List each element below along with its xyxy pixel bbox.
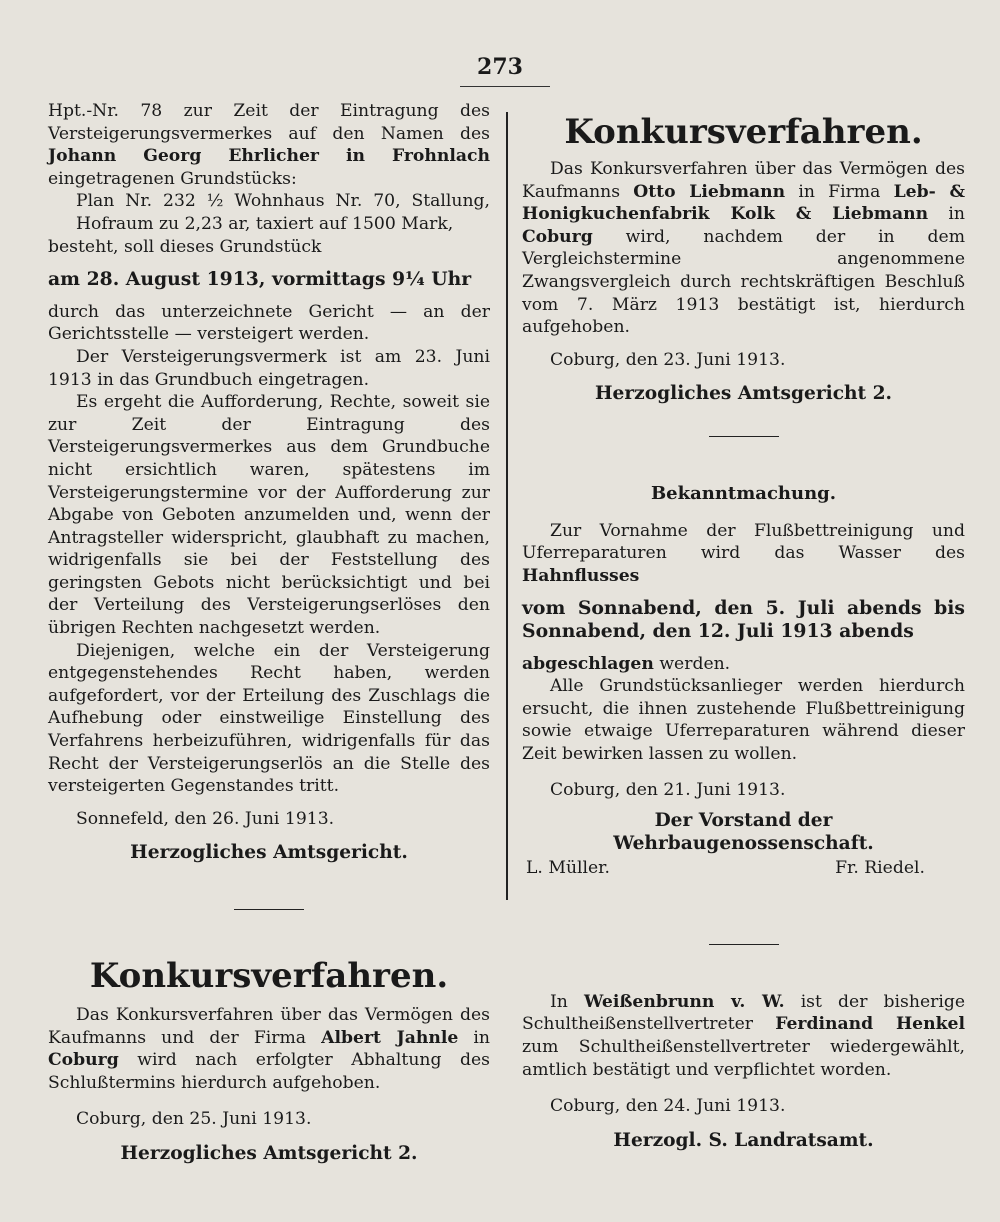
signatory-mueller: L. Müller. <box>526 858 610 879</box>
landowner-request: Alle Grundstücksanlieger werden hierdurch ersucht, die ihnen zustehende Flußbettreinigung sowie etwaige Uferreparaturen während dieser Zeit bewirken lassen zu wollen. <box>522 676 965 764</box>
merchant-name: Otto Liebmann <box>633 181 786 202</box>
date-coburg-21: Coburg, den 21. Juni 1913. <box>550 780 786 801</box>
signatory-riedel: Fr. Riedel. <box>835 858 925 879</box>
registration-note: Der Versteigerungsvermerk ist am 23. Juni 1913 in das Grundbuch eingetragen. <box>48 346 490 390</box>
auction-location: durch das unterzeichnete Gericht — an der Gerichtsstelle — versteigert werden. <box>48 301 490 345</box>
auction-date: am 28. August 1913, vormittags 9¼ Uhr <box>48 268 472 291</box>
person-name: Ferdinand Henkel <box>775 1014 965 1035</box>
signatories <box>522 857 965 880</box>
page-number: 273 <box>477 54 523 80</box>
section-rule <box>709 436 779 437</box>
section-rule <box>234 909 304 910</box>
konkurs-jahnle-text: Das Konkursverfahren über das Vermögen des Kaufmanns und der Firma Albert Jahnle in Coburg wird nach erfolgter Abhaltung des Schlußtermins hierdurch aufgehoben. <box>48 1005 490 1093</box>
property-description: Plan Nr. 232 ½ Wohnhaus Nr. 70, Stallung, Hofraum zu 2,23 ar, taxiert auf 1500 Mark, <box>76 191 490 234</box>
firm-name: Leb- & Honigkuchenfabrik Kolk & Liebmann <box>522 181 965 225</box>
auction-intro: Hpt.-Nr. 78 zur Zeit der Eintragung des Versteigerungsvermerkes auf den Namen des Johann Georg Ehrlicher in Frohnlach eingetragenen Grundstücks: <box>48 101 490 189</box>
river-notice: Zur Vornahme der Flußbettreinigung und Uferreparaturen wird das Wasser des Hahnflusses <box>522 520 965 586</box>
property-clause: besteht, soll dieses Grundstück <box>48 236 322 257</box>
heading-bekanntmachung: Bekanntmachung. <box>650 482 837 504</box>
right-column <box>522 100 965 1164</box>
closure-period: vom Sonnabend, den 5. Juli abends bis Sonnabend, den 12. Juli 1913 abends <box>522 597 965 642</box>
signature-wehrbaugenossenschaft: Der Vorstand der Wehrbaugenossenschaft. <box>613 810 874 854</box>
objection-notice: Diejenigen, welche ein der Versteigerung entgegenstehendes Recht haben, werden aufgefordert, vor der Erteilung des Zuschlags die Aufhebung oder einstweilige Einstellung des Verfahrens herbeizuführen, widrigenfalls für das Recht der Versteigerungserlös an die Stelle des versteigerten Gegenstandes tritt. <box>48 640 490 797</box>
date-coburg-25: Coburg, den 25. Juni 1913. <box>76 1109 312 1130</box>
firm-name: Albert Jahnle <box>321 1027 459 1048</box>
heading-konkurs-left: Konkursverfahren. <box>89 956 449 996</box>
signature-amtsgericht-2: Herzogliches Amtsgericht 2. <box>120 1142 418 1164</box>
signature-amtsgericht: Herzogliches Amtsgericht. <box>130 842 408 864</box>
date-coburg-23: Coburg, den 23. Juni 1913. <box>550 349 786 370</box>
place-name: Weißenbrunn v. W. <box>584 991 785 1012</box>
city-name: Coburg <box>522 226 593 247</box>
signature-landratsamt: Herzogl. S. Landratsamt. <box>613 1129 874 1151</box>
heading-konkurs-right: Konkursverfahren. <box>564 112 923 152</box>
date-coburg-24: Coburg, den 24. Juni 1913. <box>550 1096 786 1117</box>
closure-statement: abgeschlagen werden. <box>522 653 731 674</box>
date-sonnefeld: Sonnefeld, den 26. Juni 1913. <box>76 808 335 829</box>
konkurs-liebmann-text: Das Konkursverfahren über das Vermögen des Kaufmanns Otto Liebmann in Firma Leb- & Honigkuchenfabrik Kolk & Liebmann in Coburg wird, nachdem der in dem Vergleichstermine angenommene Zwangsvergleich durch rechtskräftigen Beschluß vom 7. März 1913 bestätigt ist, hierdurch aufgehoben. <box>522 159 965 338</box>
claims-notice: Es ergeht die Aufforderung, Rechte, soweit sie zur Zeit der Eintragung des Versteigerungsvermerkes aus dem Grundbuche nicht ersichtlich waren, spätestens im Versteigerungstermine vor der Aufforderung zur Abgabe von Geboten anzumelden und, wenn der Antragsteller widerspricht, glaubhaft zu machen, widrigenfalls sie bei der Feststellung des geringsten Gebots nicht berücksichtigt und bei der Verteilung des Versteigerungserlöses den übrigen Rechten nachgesetzt werden. <box>48 392 490 639</box>
section-rule <box>709 944 779 945</box>
page-number-rule <box>460 86 550 87</box>
election-notice: In Weißenbrunn v. W. ist der bisherige Schultheißenstellvertreter Ferdinand Henkel zum Schultheißenstellvertreter wiedergewählt, amtlich bestätigt und verpflichtet worden. <box>522 991 966 1080</box>
owner-name: Johann Georg Ehrlicher in Frohnlach <box>48 146 490 167</box>
column-divider <box>506 112 508 900</box>
left-column <box>48 100 490 1178</box>
river-name: Hahnflusses <box>522 565 640 586</box>
signature-amtsgericht-2: Herzogliches Amtsgericht 2. <box>594 383 893 405</box>
city-name: Coburg <box>48 1050 119 1071</box>
